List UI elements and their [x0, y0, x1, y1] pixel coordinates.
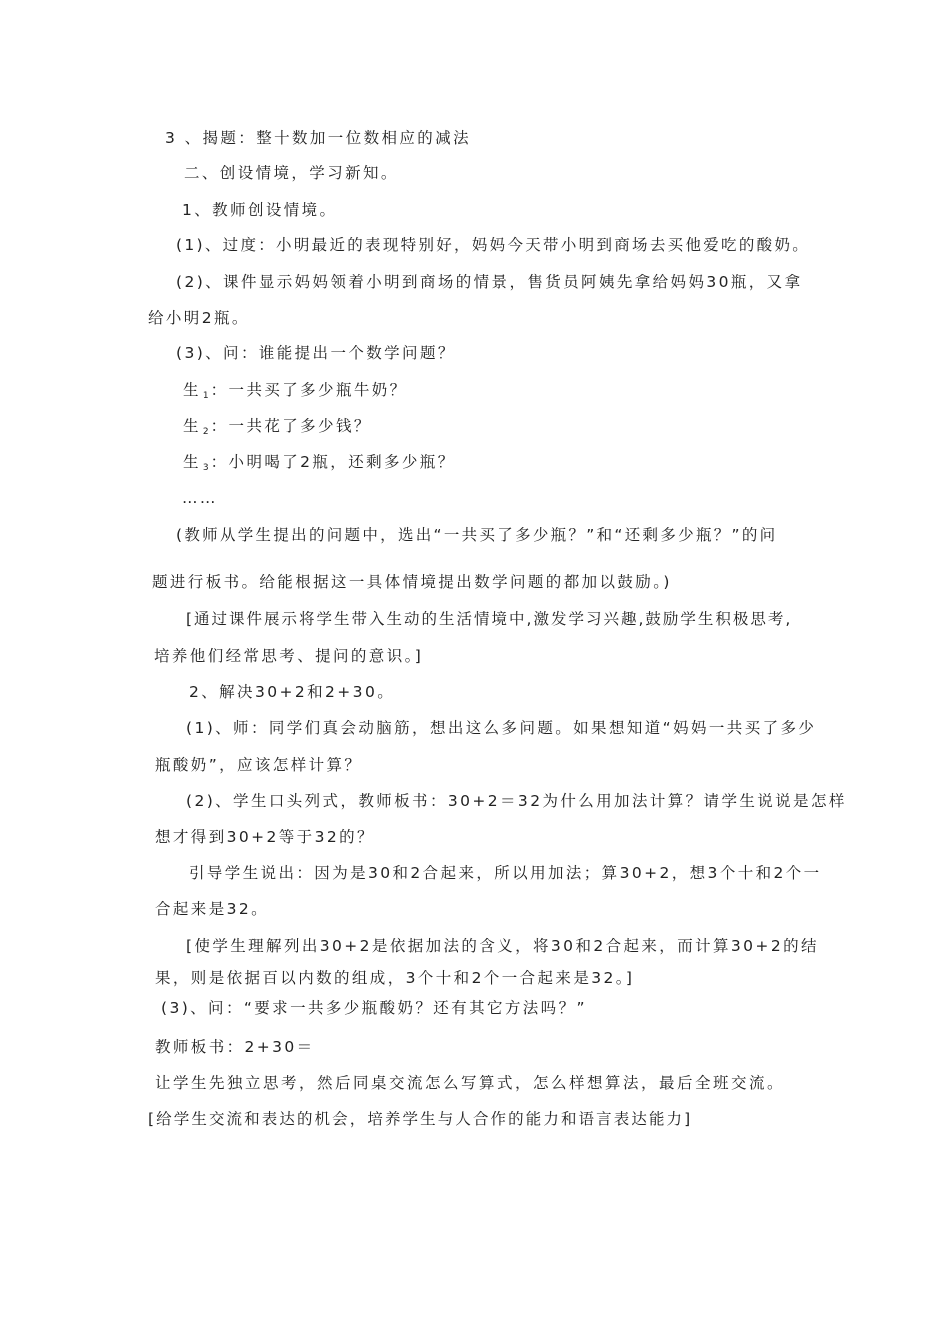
- text-line: 瓶酸奶”，应该怎样计算？: [155, 756, 363, 774]
- text-line: 让学生先独立思考，然后同桌交流怎么写算式，怎么样想算法，最后全班交流。: [155, 1074, 786, 1092]
- text-line: (3)、问：谁能提出一个数学问题？: [176, 344, 456, 362]
- student-answer: [183, 452, 456, 478]
- note-line: 果，则是依据百以内数的组成，3个十和2个一合起来是32。]: [155, 969, 635, 987]
- student-label: 生: [183, 381, 201, 399]
- note-line: [给学生交流和表达的机会，培养学生与人合作的能力和语言表达能力]: [148, 1110, 693, 1128]
- student-answer: [183, 380, 408, 406]
- answer-text: ：小明喝了2瓶，还剩多少瓶？: [210, 453, 456, 471]
- text-line: (教师从学生提出的问题中，选出“一共买了多少瓶？”和“还剩多少瓶？”的问: [176, 526, 778, 544]
- subscript: 2: [202, 427, 209, 437]
- text-line: (1)、师：同学们真会动脑筋，想出这么多问题。如果想知道“妈妈一共买了多少: [186, 719, 817, 737]
- note-line: [使学生理解列出30+2是依据加法的含义，将30和2合起来，而计算30+2的结: [186, 937, 819, 955]
- section-heading: 二、创设情境，学习新知。: [184, 164, 399, 182]
- subsection-heading: 1、教师创设情境。: [182, 201, 338, 219]
- text-line: 题进行板书。给能根据这一具体情境提出数学问题的都加以鼓励。): [152, 573, 672, 591]
- text-line: 想才得到30+2等于32的？: [155, 828, 375, 846]
- student-label: 生: [183, 453, 201, 471]
- text-line: 3 、揭题：整十数加一位数相应的减法: [165, 129, 471, 147]
- student-answer: [183, 416, 372, 442]
- note-line: [通过课件展示将学生带入生动的生活情境中,激发学习兴趣,鼓励学生积极思考,: [186, 610, 793, 628]
- subscript: 1: [202, 391, 209, 401]
- text-line: (3)、问：“要求一共多少瓶酸奶？还有其它方法吗？”: [161, 999, 587, 1017]
- text-line: (2)、学生口头列式，教师板书：30+2＝32为什么用加法计算？请学生说说是怎样: [186, 792, 847, 810]
- text-line: 引导学生说出：因为是30和2合起来，所以用加法；算30+2，想3个十和2个一: [189, 864, 822, 882]
- ellipsis: ……: [182, 489, 218, 507]
- text-line: 给小明2瓶。: [148, 309, 250, 327]
- note-line: 培养他们经常思考、提问的意识。]: [154, 647, 424, 665]
- answer-text: ：一共买了多少瓶牛奶？: [210, 381, 408, 399]
- text-line: 合起来是32。: [155, 900, 270, 918]
- student-label: 生: [183, 417, 201, 435]
- text-line: 教师板书：2+30＝: [155, 1038, 315, 1056]
- answer-text: ：一共花了多少钱？: [210, 417, 372, 435]
- text-line: (1)、过度：小明最近的表现特别好，妈妈今天带小明到商场去买他爱吃的酸奶。: [176, 236, 811, 254]
- subscript: 3: [202, 463, 209, 473]
- text-line: (2)、课件显示妈妈领着小明到商场的情景，售货员阿姨先拿给妈妈30瓶，又拿: [176, 273, 803, 291]
- subsection-heading: 2、解决30+2和2+30。: [189, 683, 396, 701]
